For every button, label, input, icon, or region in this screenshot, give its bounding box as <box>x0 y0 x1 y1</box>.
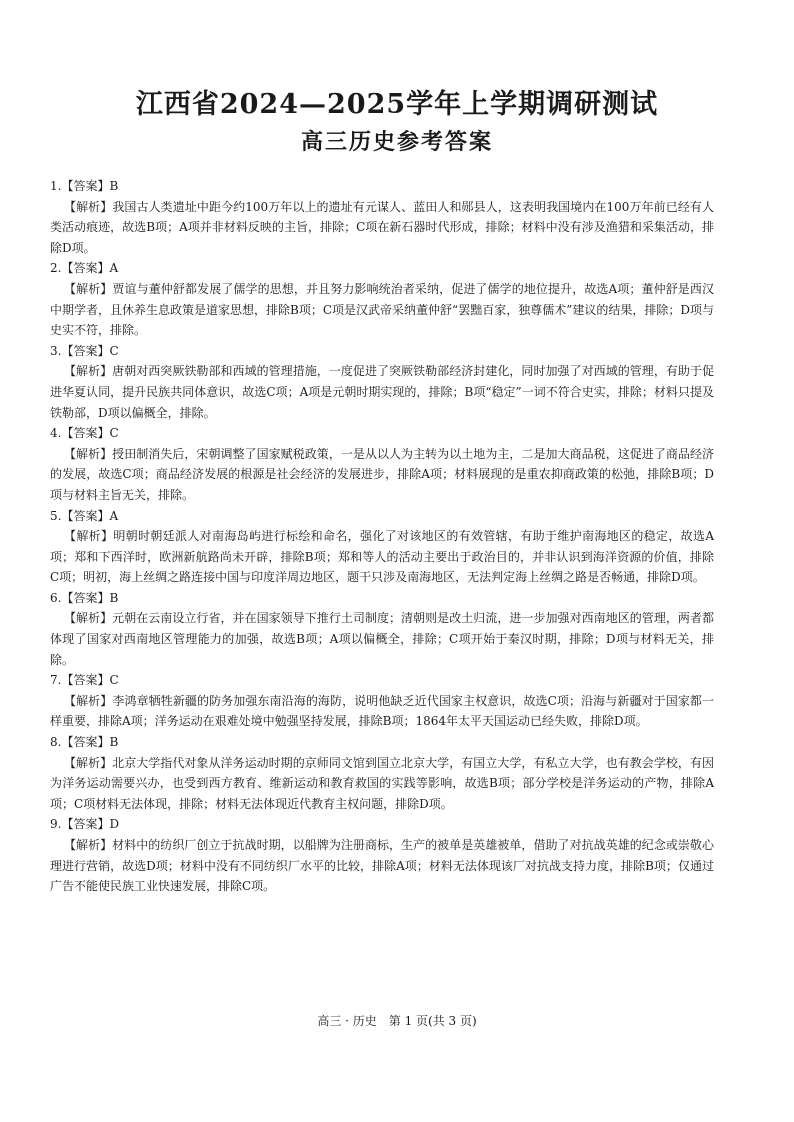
answer-key: 7.【答案】C <box>50 673 119 688</box>
answer-item-6 <box>50 588 714 670</box>
answer-key: 4.【答案】C <box>50 426 119 441</box>
answer-item-7 <box>50 670 714 732</box>
answer-key: 5.【答案】A <box>50 508 119 523</box>
answer-item-5 <box>50 506 714 588</box>
answer-key: 1.【答案】B <box>50 179 119 193</box>
answer-key: 6.【答案】B <box>50 590 119 605</box>
answer-explanation: 【解析】我国古人类遗址中距今约100万年以上的遗址有元谋人、蓝田人和郧县人，这表明我国境内在100万年前已经有人类活动痕迹，故选B项；A项并非材料反映的主旨，排除；C项在新石器时代形成，排除；材料中没有涉及渔猎和采集活动，排除D项。 <box>50 199 714 255</box>
answer-explanation: 【解析】材料中的纺织厂创立于抗战时期，以船牌为注册商标，生产的被单是英雄被单，借助了对抗战英雄的纪念或崇敬心理进行营销，故选D项；材料中没有不同纺织厂水平的比较，排除A项；材料无法体现该厂对抗战支持力度，排除B项；仅通过广告不能使民族工业快速发展，排除C项。 <box>50 838 714 894</box>
answer-list <box>50 176 714 897</box>
page-subtitle: 高三历史参考答案 <box>300 129 493 155</box>
answer-item-9 <box>50 814 714 896</box>
answer-explanation: 【解析】元朝在云南设立行省，并在国家领导下推行土司制度；清朝则是改土归流，进一步加强对西南地区的管理，两者都体现了国家对西南地区管理能力的加强，故选B项；A项以偏概全，排除；C项开始于秦汉时期，排除；D项与材料无关，排除。 <box>50 611 714 667</box>
page-footer: 高三 · 历史 第 1 页(共 3 页) <box>317 1014 477 1028</box>
answer-key: 2.【答案】A <box>50 261 119 276</box>
answer-explanation: 【解析】唐朝对西突厥铁勒部和西域的管理措施，一度促进了突厥铁勒部经济封建化，同时加强了对西域的管理，有助于促进华夏认同，提升民族共同体意识，故选C项；A项是元朝时期实现的，排除；B项“稳定”一词不符合史实，排除；材料只提及铁勒部，D项以偏概全，排除。 <box>50 364 714 420</box>
answer-explanation: 【解析】北京大学指代对象从洋务运动时期的京师同文馆到国立北京大学，有国立大学，有私立大学，也有教会学校，有因为洋务运动需要兴办，也受到西方教育、维新运动和教育救国的实践等影响，故选B项；部分学校是洋务运动的产物，排除A项；C项材料无法体现，排除；材料无法体现近代教育主权问题，排除D项。 <box>50 755 714 811</box>
answer-item-1 <box>50 176 714 258</box>
answer-key: 8.【答案】B <box>50 735 119 750</box>
page-title: 江西省2024—2025学年上学期调研测试 <box>135 89 659 120</box>
answer-explanation: 【解析】授田制消失后，宋朝调整了国家赋税政策，一是从以人为主转为以土地为主，二是加大商品税，这促进了商品经济的发展，故选C项；商品经济发展的根源是社会经济的发展进步，排除A项；材料展现的是重农抑商政策的松弛，排除B项；D项与材料主旨无关，排除。 <box>50 446 714 502</box>
answer-item-3 <box>50 341 714 423</box>
answer-key: 9.【答案】D <box>50 817 120 832</box>
answer-item-4 <box>50 423 714 505</box>
answer-explanation: 【解析】明朝时朝廷派人对南海岛屿进行标绘和命名，强化了对该地区的有效管辖，有助于维护南海地区的稳定，故选A项；郑和下西洋时，欧洲新航路尚未开辟，排除B项；郑和等人的活动主要出于政治目的，并非认识到海洋资源的价值，排除C项；明初，海上丝绸之路连接中国与印度洋周边地区，题干只涉及南海地区，无法判定海上丝绸之路是否畅通，排除D项。 <box>50 529 714 585</box>
answer-item-8 <box>50 732 714 814</box>
answer-key: 3.【答案】C <box>50 343 119 358</box>
answer-explanation: 【解析】李鸿章牺牲新疆的防务加强东南沿海的海防，说明他缺乏近代国家主权意识，故选C项；沿海与新疆对于国家都一样重要，排除A项；洋务运动在艰难处境中勉强坚持发展，排除B项；1864年太平天国运动已经失败，排除D项。 <box>50 693 714 729</box>
answer-explanation: 【解析】贾谊与董仲舒都发展了儒学的思想，并且努力影响统治者采纳，促进了儒学的地位提升，故选A项；董仲舒是西汉中期学者，且休养生息政策是道家思想，排除B项；C项是汉武帝采纳董仲舒“罢黜百家，独尊儒术”建议的结果，排除；D项与史实不符，排除。 <box>50 281 714 338</box>
answer-item-2 <box>50 258 714 340</box>
